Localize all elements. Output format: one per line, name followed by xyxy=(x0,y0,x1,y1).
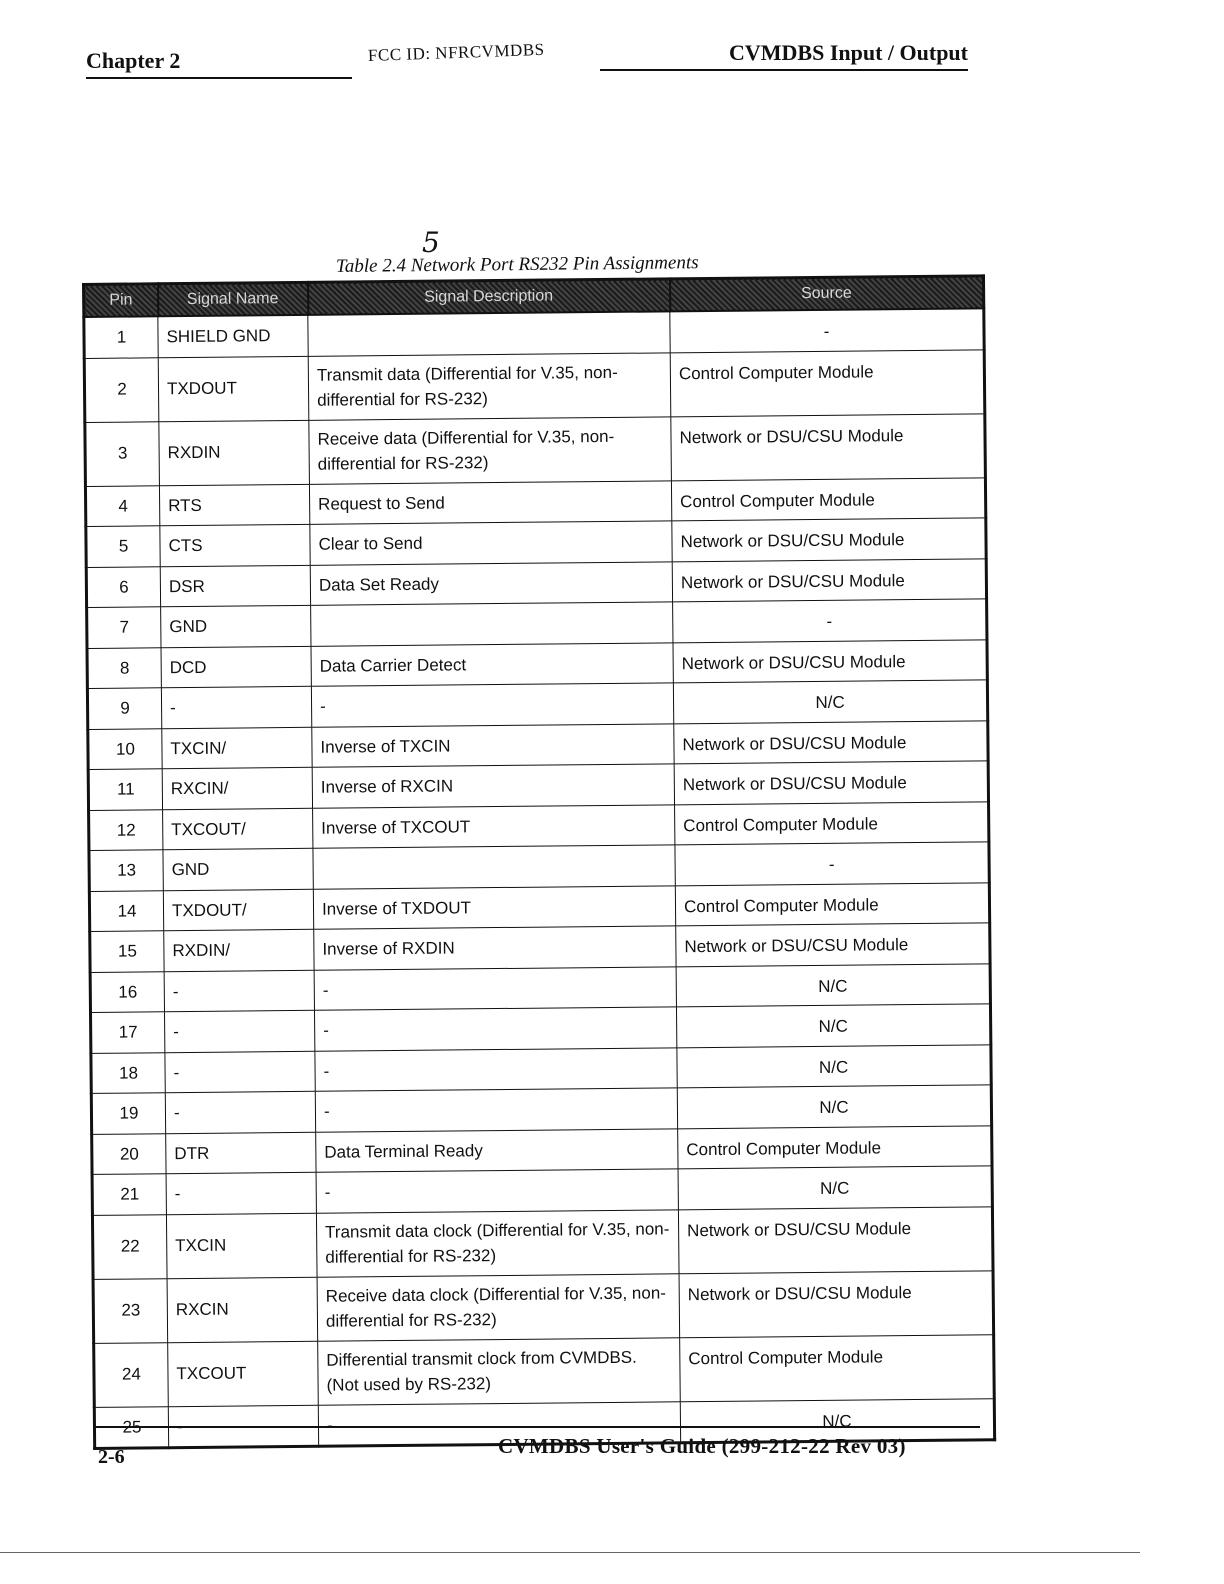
signal-name-cell: TXCOUT xyxy=(168,1341,319,1406)
signal-description-cell: - xyxy=(318,1401,680,1446)
signal-description-cell: Inverse of TXDOUT xyxy=(313,885,675,929)
signal-name-cell: RTS xyxy=(159,484,309,526)
pin-cell: 23 xyxy=(93,1278,168,1343)
signal-description-cell: - xyxy=(315,1047,677,1091)
signal-name-cell: - xyxy=(161,686,311,728)
signal-description-cell: - xyxy=(315,1088,677,1132)
pin-cell: 20 xyxy=(92,1133,166,1174)
signal-description-cell: Clear to Send xyxy=(310,521,672,565)
signal-description-cell: Data Carrier Detect xyxy=(311,642,673,686)
pin-cell: 1 xyxy=(84,316,158,358)
source-cell: N/C xyxy=(676,963,990,1007)
pin-cell: 6 xyxy=(86,566,160,607)
source-cell: Network or DSU/CSU Module xyxy=(672,518,986,562)
pin-cell: 10 xyxy=(88,728,162,769)
table-caption: Table 2.4 Network Port RS232 Pin Assignments xyxy=(335,252,699,277)
signal-description-cell: Inverse of TXCOUT xyxy=(313,804,675,848)
signal-name-cell: GND xyxy=(161,605,311,647)
source-cell: Control Computer Module xyxy=(670,349,985,416)
source-cell: N/C xyxy=(673,680,987,724)
signal-description-cell: - xyxy=(311,683,673,727)
source-cell: Control Computer Module xyxy=(680,1334,995,1401)
table-row xyxy=(93,1270,994,1343)
pin-cell: 11 xyxy=(88,769,162,810)
signal-description-cell xyxy=(313,845,675,889)
pin-cell: 12 xyxy=(89,809,163,850)
pin-cell: 21 xyxy=(92,1174,166,1215)
guide-title: CVMDBS User's Guide (299-212-22 Rev 03) xyxy=(498,1434,906,1458)
pin-cell: 16 xyxy=(90,971,164,1012)
page-number: 2-6 xyxy=(98,1446,125,1468)
signal-name-cell: - xyxy=(166,1172,316,1214)
table-row xyxy=(92,1206,993,1279)
pin-cell: 5 xyxy=(86,526,160,567)
signal-description-cell: - xyxy=(314,966,676,1010)
pin-cell: 25 xyxy=(94,1406,168,1448)
fcc-id: FCC ID: NFRCVMDBS xyxy=(367,39,545,65)
signal-description-cell: Data Terminal Ready xyxy=(316,1128,678,1172)
pin-cell: 8 xyxy=(87,647,161,688)
signal-description-cell: Differential transmit clock from CVMDBS. (Not used by RS-232) xyxy=(318,1337,681,1404)
source-cell: Network or DSU/CSU Module xyxy=(678,1206,993,1273)
table-row xyxy=(84,349,985,422)
chapter-heading: Chapter 2 xyxy=(86,48,352,79)
source-cell: N/C xyxy=(676,1004,990,1048)
source-cell: N/C xyxy=(677,1044,991,1088)
footer-divider xyxy=(96,1426,980,1428)
signal-description-cell: Request to Send xyxy=(309,480,671,524)
header-pin: Pin xyxy=(84,284,158,317)
table-row xyxy=(94,1334,995,1407)
signal-description-cell: - xyxy=(314,1007,676,1051)
signal-description-cell: Inverse of TXCIN xyxy=(312,723,674,767)
source-cell: Network or DSU/CSU Module xyxy=(674,761,988,805)
signal-name-cell: TXDOUT xyxy=(158,356,309,421)
scan-edge-line xyxy=(0,1552,1140,1553)
handwritten-mark: 5 xyxy=(422,226,440,259)
signal-name-cell: DCD xyxy=(161,646,311,688)
source-cell: N/C xyxy=(678,1166,992,1210)
header-source: Source xyxy=(669,276,983,312)
signal-name-cell: RXDIN/ xyxy=(164,929,314,971)
signal-description-cell: Data Set Ready xyxy=(310,561,672,605)
source-cell: Network or DSU/CSU Module xyxy=(679,1270,994,1337)
pin-cell: 9 xyxy=(87,688,161,729)
pin-cell: 7 xyxy=(87,607,161,648)
source-cell: Network or DSU/CSU Module xyxy=(672,558,986,602)
signal-name-cell: CTS xyxy=(160,524,310,566)
pin-cell: 4 xyxy=(85,485,159,526)
signal-description-cell: - xyxy=(316,1169,678,1213)
table-body xyxy=(84,308,995,1448)
signal-description-cell: Inverse of RXCIN xyxy=(312,764,674,808)
pin-assignment-table-container xyxy=(82,274,993,1450)
pin-cell: 14 xyxy=(89,890,163,931)
signal-name-cell: TXCOUT/ xyxy=(163,808,313,850)
signal-description-cell xyxy=(308,311,670,355)
source-cell: Control Computer Module xyxy=(675,882,989,926)
signal-description-cell: Transmit data (Differential for V.35, non-differential for RS-232) xyxy=(308,352,671,419)
table-row xyxy=(85,413,986,486)
signal-name-cell: - xyxy=(165,1091,315,1133)
signal-name-cell: TXCIN/ xyxy=(162,727,312,769)
source-cell: - xyxy=(670,308,984,352)
source-cell: - xyxy=(675,842,989,886)
pin-cell: 3 xyxy=(85,421,160,486)
header-signal-name: Signal Name xyxy=(158,282,308,316)
signal-name-cell: RXDIN xyxy=(159,420,310,485)
source-cell: Network or DSU/CSU Module xyxy=(674,720,988,764)
source-cell: Control Computer Module xyxy=(678,1125,992,1169)
pin-cell: 19 xyxy=(91,1093,165,1134)
header-signal-description: Signal Description xyxy=(308,279,670,315)
pin-cell: 24 xyxy=(94,1342,169,1407)
signal-name-cell: RXCIN/ xyxy=(162,767,312,809)
signal-name-cell: - xyxy=(168,1405,318,1448)
source-cell: Control Computer Module xyxy=(671,477,985,521)
pin-assignment-table xyxy=(82,274,996,1450)
pin-cell: 13 xyxy=(89,850,163,891)
signal-description-cell xyxy=(311,602,673,646)
source-cell: N/C xyxy=(680,1398,994,1443)
source-cell: N/C xyxy=(677,1085,991,1129)
signal-name-cell: - xyxy=(164,970,314,1012)
signal-name-cell: DTR xyxy=(166,1132,316,1174)
pin-cell: 22 xyxy=(92,1214,167,1279)
signal-name-cell: DSR xyxy=(160,565,310,607)
signal-name-cell: RXCIN xyxy=(167,1277,318,1342)
signal-name-cell: TXCIN xyxy=(166,1213,317,1278)
signal-description-cell: Receive data (Differential for V.35, non-differential for RS-232) xyxy=(309,416,672,483)
signal-name-cell: GND xyxy=(163,848,313,890)
pin-cell: 2 xyxy=(84,357,159,422)
source-cell: Network or DSU/CSU Module xyxy=(673,639,987,683)
signal-name-cell: SHIELD GND xyxy=(158,315,308,357)
pin-cell: 17 xyxy=(91,1012,165,1053)
signal-name-cell: - xyxy=(164,1010,314,1052)
signal-description-cell: Inverse of RXDIN xyxy=(314,926,676,970)
signal-description-cell: Transmit data clock (Differential for V.35, non-differential for RS-232) xyxy=(316,1209,679,1276)
signal-name-cell: TXDOUT/ xyxy=(163,889,313,931)
source-cell: Network or DSU/CSU Module xyxy=(676,923,990,967)
pin-cell: 18 xyxy=(91,1052,165,1093)
section-heading: CVMDBS Input / Output xyxy=(600,40,968,71)
signal-name-cell: - xyxy=(165,1051,315,1093)
signal-description-cell: Receive data clock (Differential for V.35, non-differential for RS-232) xyxy=(317,1273,680,1340)
source-cell: Network or DSU/CSU Module xyxy=(671,413,986,480)
source-cell: Control Computer Module xyxy=(675,801,989,845)
pin-cell: 15 xyxy=(90,931,164,972)
source-cell: - xyxy=(673,599,987,643)
